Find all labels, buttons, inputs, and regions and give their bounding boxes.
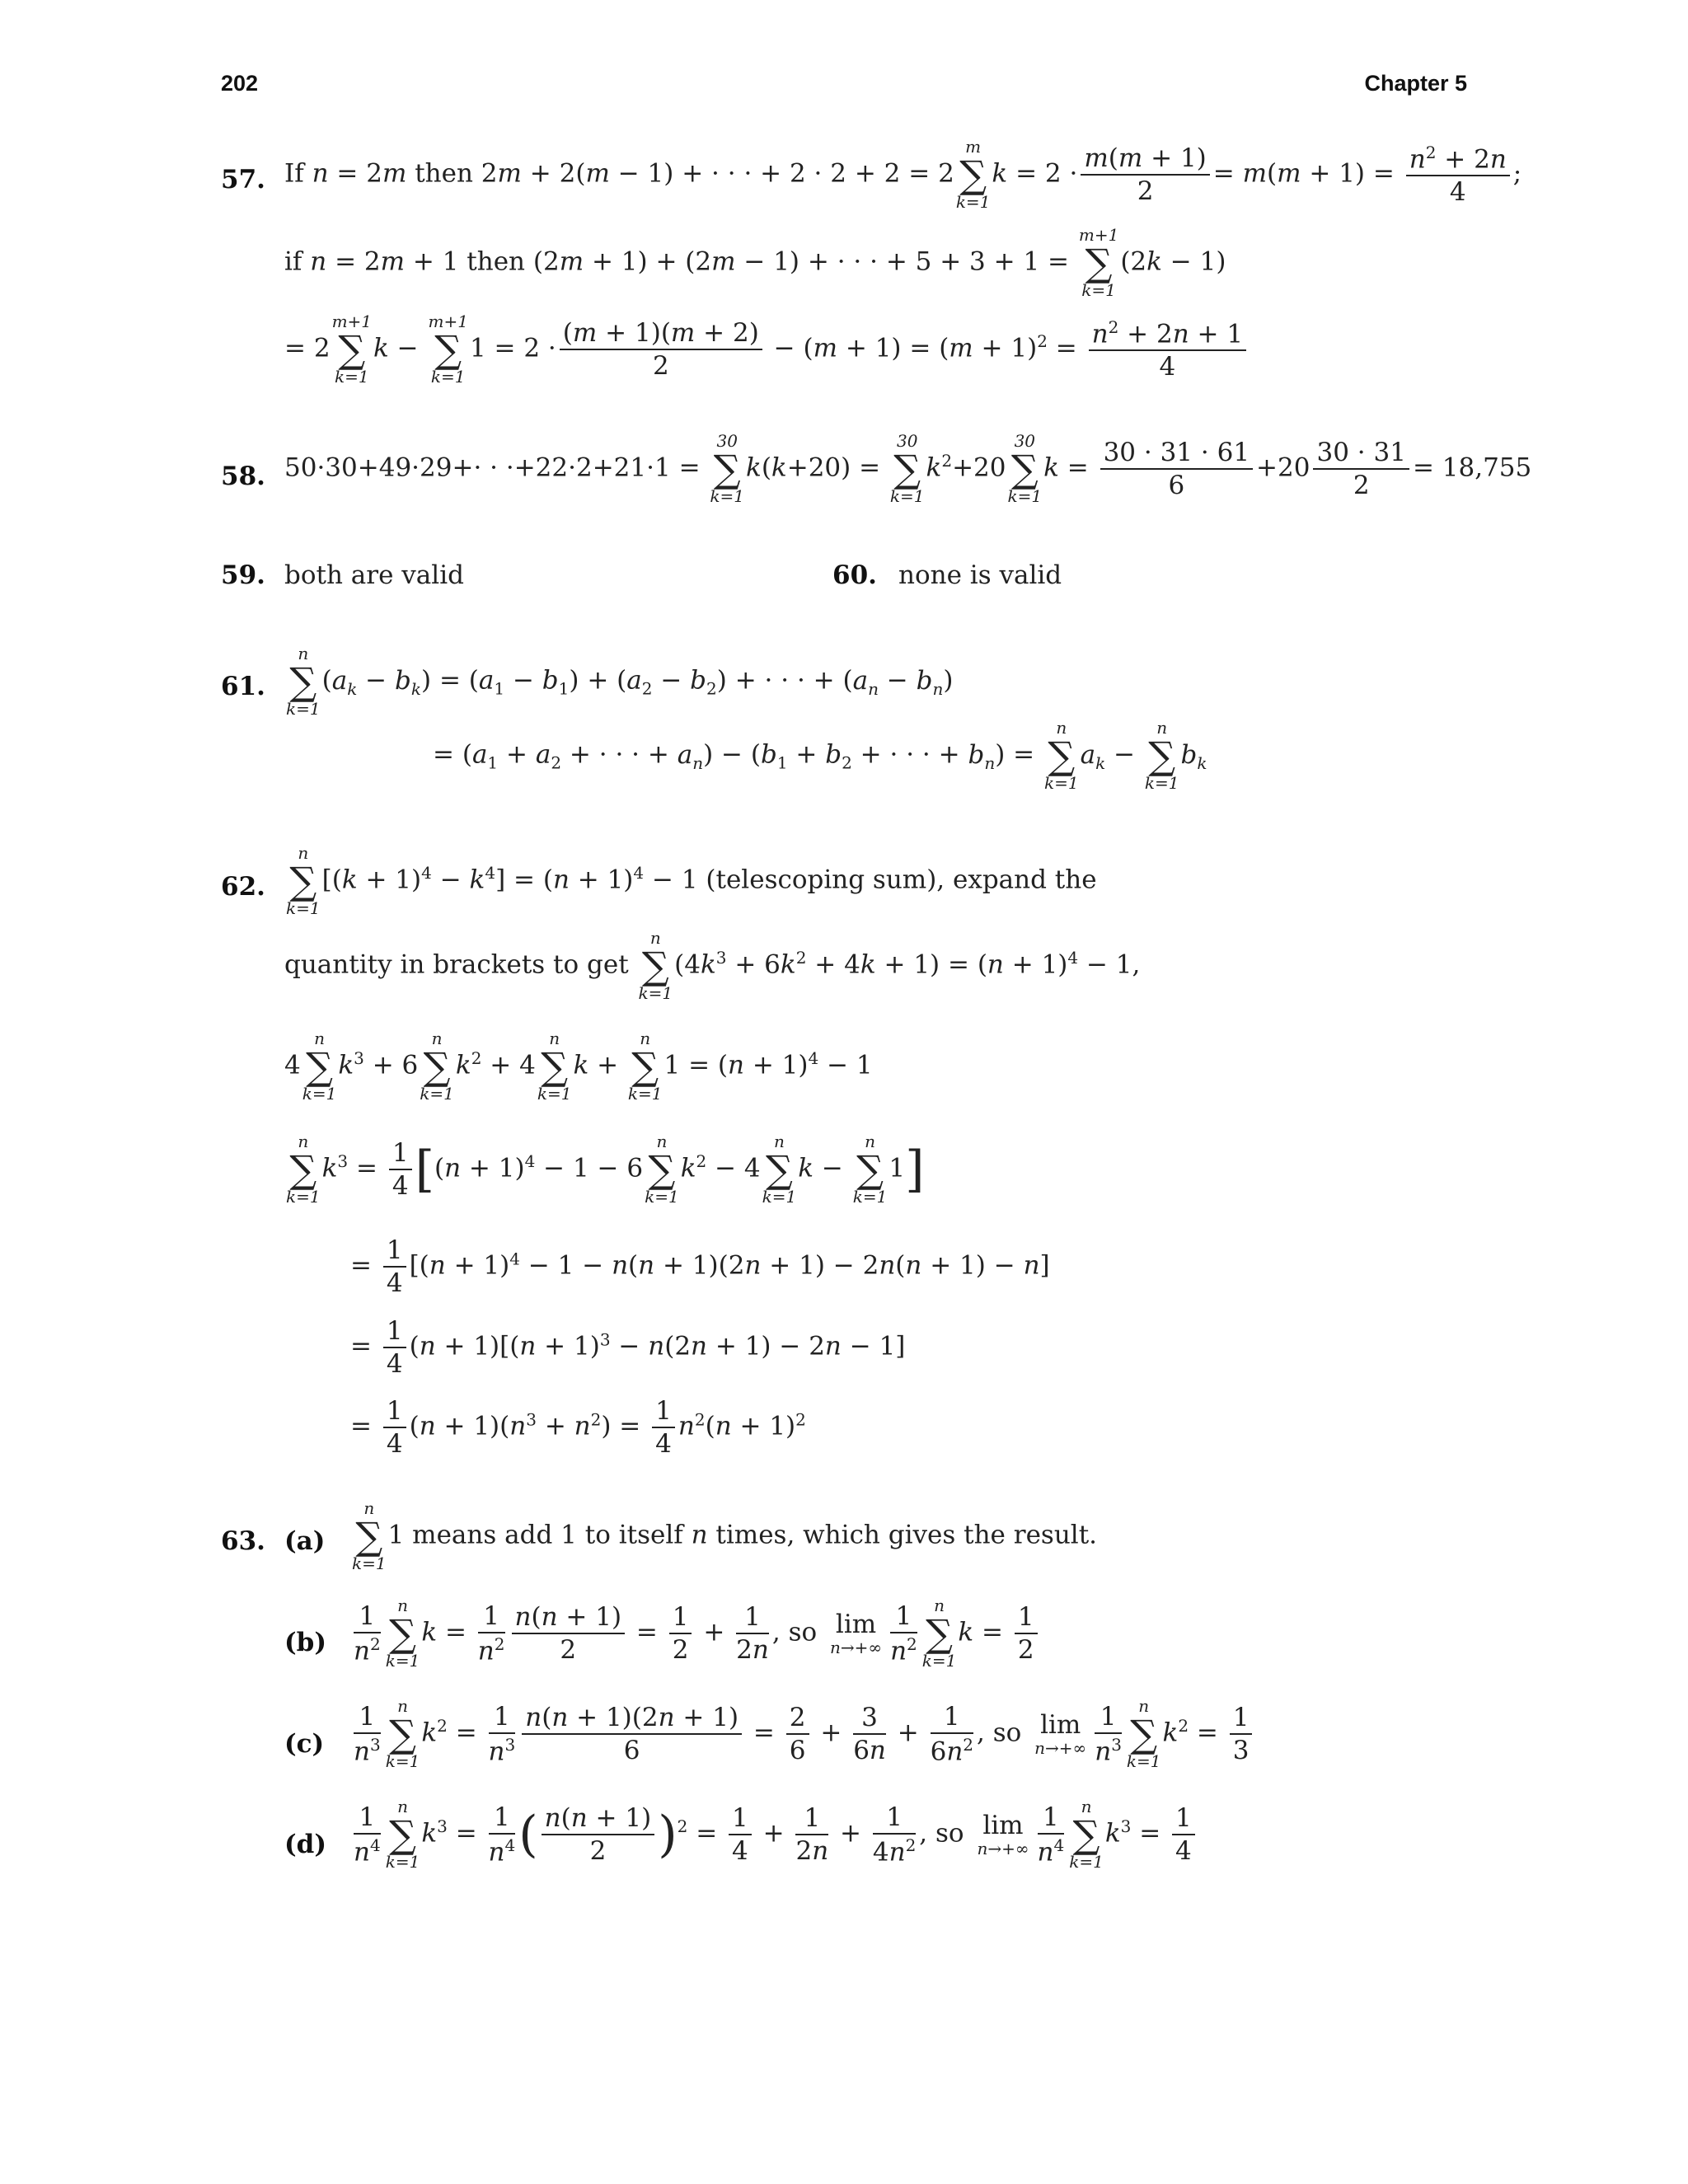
problem-number-61: 61. (221, 672, 265, 701)
problem-number-59: 59. (221, 560, 265, 590)
problem-58-line: 50·30+49·29+· · ·+22·2+21·1 = 30 ∑ k=1 k(k+20) = 30 ∑ k=1 $k^2+20$ 30 ∑ k=1 k = $\frac{30 \cdot 31 \cdot 61}{6}$ +20 $\frac{30 \cdot 31}{2}$ = 18,755 (284, 431, 1532, 506)
problem-63-a-text: 1 means add 1 to itself (387, 1520, 683, 1550)
problem-63-d-label: (d) (284, 1830, 327, 1859)
problem-62-line-4: n ∑ k=1 $k^3$ = $\frac{1}{4}$ [$(n + 1)^4 - 1 - 6$ n ∑ k=1 $k^2 - 4$ n ∑ k=1 k − n ∑ k=1 1] (286, 1132, 925, 1207)
problem-61-line-2: = ($a_1 + a_2$ + · · · + $a_n) - (b_1 + b_2$ + · · · + $b_n$) = n ∑ k=1 $a_k$ − n ∑ k=1 $b_k$ (433, 718, 1207, 793)
problem-62-line-1: n ∑ k=1 $[(k + 1)^4 - k^4] = (n + 1)^4 - 1$ (telescoping sum), expand the (286, 843, 1097, 918)
problem-59-text: both are valid (284, 560, 464, 590)
chapter-title: Chapter 5 (1364, 71, 1467, 96)
page-number: 202 (221, 71, 259, 96)
problem-number-60: 60. (832, 560, 877, 590)
problem-63-a-label: (a) (284, 1526, 326, 1556)
problem-62-line-5: = $\frac{1}{4}$ $[(n + 1)^4 - 1 - n(n + 1)(2n + 1) - 2n(n + 1) - n]$ (350, 1235, 1050, 1299)
problem-62-line-2: quantity in brackets to get n ∑ k=1 $(4k^3 + 6k^2 + 4k + 1) = (n + 1)^4 - 1$, (284, 928, 1141, 1003)
problem-63-c-label: (c) (284, 1729, 325, 1759)
problem-62-text-2: quantity in brackets to get (284, 949, 629, 980)
problem-62-text-1: (telescoping sum), expand the (706, 865, 1097, 895)
problem-63-c: $\frac{1}{n^3}$ n ∑ k=1 $k^2$ = $\frac{1}{n^3}$ $\frac{n(n + 1)(2n + 1)}{6}$ = $\frac{2}{6}$ + $\frac{3}{6n}$ + $\frac{1}{6n^2}$ , so lim n→+∞ $\frac{1}{n^3}$ n ∑ k=1 $k^2$ = $\frac{1}{3}$ (350, 1698, 1255, 1770)
problem-63-b: $\frac{1}{n^2}$ n ∑ k=1 k = $\frac{1}{n^2}$ $\frac{n(n + 1)}{2}$ = $\frac{1}{2}$ + $\frac{1}{2n}$ , so lim n→+∞ $\frac{1}{n^2}$ n ∑ k=1 k = $\frac{1}{2}$ (350, 1597, 1041, 1670)
problem-number-57: 57. (221, 165, 265, 194)
problem-62-line-3: 4 n ∑ k=1 $k^3 + 6$ n ∑ k=1 $k^2 + 4$ n ∑ k=1 k + n ∑ k=1 $1 = (n + 1)^4 - 1$ (284, 1029, 873, 1104)
problem-58-result: = 18,755 (1412, 452, 1532, 483)
problem-62-line-7: = $\frac{1}{4}$ $(n + 1)(n^3 + n^2)$ = $\frac{1}{4}$ $n^2(n + 1)^2$ (350, 1396, 806, 1460)
problem-63-b-label: (b) (284, 1628, 327, 1657)
problem-57-line-3: = 2 m+1 ∑ k=1 k − m+1 ∑ k=1 1 = 2 · $\frac{(m + 1)(m + 2)}{2}$ − $(m + 1) = (m + 1)^2$ = $\frac{n^2 + 2n + 1}{4}$ (284, 313, 1250, 386)
problem-63-a-text-2: times, which gives the result. (715, 1520, 1098, 1550)
problem-62-line-6: = $\frac{1}{4}$ $(n + 1)[(n + 1)^3 - n(2n + 1) - 2n - 1]$ (350, 1316, 906, 1380)
problem-61-line-1: n ∑ k=1 $(a_k - b_k) = (a_1 - b_1) + (a_2 - b_2)$ + · · · + $(a_n - b_n)$ (286, 644, 954, 719)
problem-57-line-1: If n = 2m then 2m + 2(m − 1) + · · · + 2 · 2 + 2 = 2 m ∑ k=1 k = 2 · $\frac{m(m + 1)}{2}$ = m(m + 1) = $\frac{n^2 + 2n}{4}$ ; (284, 137, 1522, 212)
problem-number-58: 58. (221, 462, 265, 491)
problem-number-63: 63. (221, 1526, 265, 1556)
problem-63-a: n ∑ k=1 1 means add 1 to itself n times, which gives the result. (352, 1498, 1098, 1573)
problem-57-line-2: if n = 2m + 1 then (2m + 1) + (2m − 1) + · · · + 5 + 3 + 1 = m+1 ∑ k=1 (2k − 1) (284, 225, 1226, 300)
problem-63-d: $\frac{1}{n^4}$ n ∑ k=1 $k^3$ = $\frac{1}{n^4}$ ( $\frac{n(n + 1)}{2}$ )$^2$ = $\frac{1}{4}$ + $\frac{1}{2n}$ + $\frac{1}{4n^2}$ , so lim n→+∞ $\frac{1}{n^4}$ n ∑ k=1 $k^3$ = $\frac{1}{4}$ (350, 1798, 1198, 1871)
problem-60-text: none is valid (898, 560, 1062, 590)
problem-number-62: 62. (221, 872, 265, 902)
